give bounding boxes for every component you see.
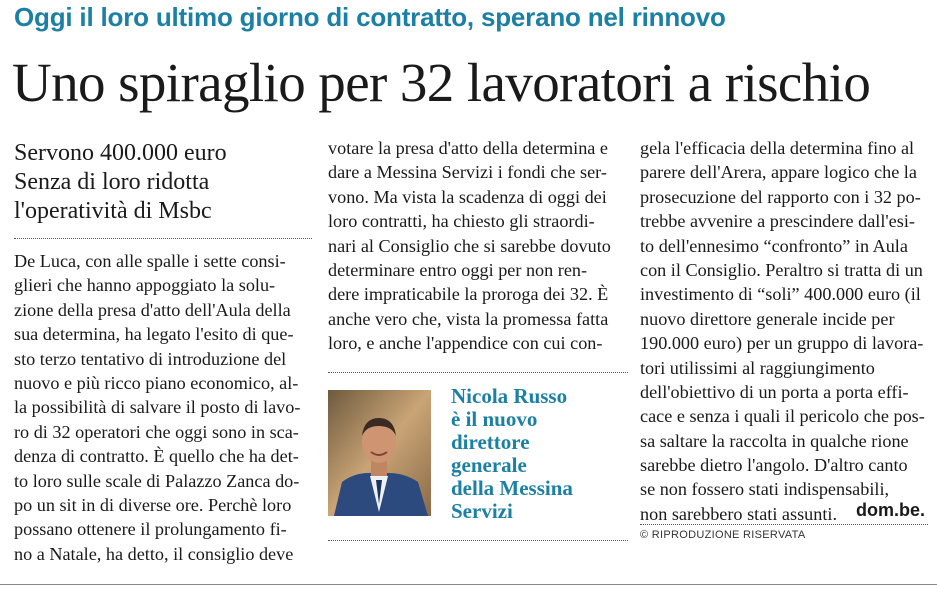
page-bottom-rule [0,584,937,585]
text-line: nari al Consiglio che si sarebbe dovuto [328,235,611,256]
text-line: glieri che hanno appoggiato la solu- [14,275,276,296]
text-line: cace e senza i quali il pericolo che pos- [640,406,925,427]
text-line: non sarebbero stati assunti. [640,503,837,524]
text-line: investimento di “soli” 400.000 euro (il [640,284,921,305]
text-line: denza di contratto. È quello che ha det- [14,446,299,467]
text-line: to dell'ennesimo “confronto” in Aula [640,235,908,256]
text-line: to loro sulle scale di Palazzo Zanca do- [14,470,300,491]
copyright-notice: © RIPRODUZIONE RISERVATA [640,529,806,541]
text-line: dere impraticabile la proroga dei 32. È [328,284,609,305]
portrait-illustration [328,390,431,516]
text-line: la possibilità di salvare il posto di lavo- [14,397,301,418]
text-line: prosecuzione del rapporto con i 32 po- [640,186,921,207]
caption-line: è il nuovo [451,407,538,431]
article-subhead [14,139,314,226]
signature-divider [640,524,928,525]
text-line: po un sit in di diverse ore. Perchè loro [14,494,292,515]
column-2 [328,136,628,356]
column-1 [14,249,314,566]
text-line: sto terzo tentativo di introduzione del [14,348,287,369]
portrait-photo [328,390,431,516]
caption-line: della Messina [451,476,573,500]
text-line: 190.000 euro) per un gruppo di lavora- [640,333,924,354]
photo-caption [451,385,626,523]
text-line: trebbe avvenire a prescindere dall'esi- [640,211,915,232]
subhead-line: Senza di loro ridotta [14,169,210,195]
text-line: sua determina, ha legato l'esito di que- [14,324,294,345]
subhead-line: l'operatività di Msbc [14,198,212,224]
text-line: zione della presa d'atto dell'Aula della [14,299,291,320]
text-line: no a Natale, ha detto, il consiglio deve [14,543,294,564]
caption-line: Nicola Russo [451,384,568,408]
text-line: nuovo direttore generale incide per [640,308,895,329]
text-line: possano ottenere il prolungamento fi- [14,519,287,540]
text-line: loro, e anche l'appendice con cui con- [328,333,603,354]
text-line: loro contratti, ha chiesto gli straordi- [328,211,595,232]
text-line: se non fossero stati indispensabili, [640,479,890,500]
photo-bottom-divider [328,540,628,541]
text-line: gela l'efficacia della determina fino al [640,138,915,158]
text-line: tori utilissimi al raggiungimento [640,357,875,378]
text-line: anche vero che, vista la promessa fatta [328,308,609,329]
text-line: ro di 32 operatori che oggi sono in sca- [14,421,299,442]
article-headline: Uno spiraglio per 32 lavoratori a rischio [12,52,871,113]
text-line: vono. Ma vista la scadenza di oggi dei [328,186,607,207]
caption-line: Servizi [451,499,513,523]
article-kicker: Oggi il loro ultimo giorno di contratto, sperano nel rinnovo [14,2,726,32]
text-line: sa saltare la raccolta in qualche rione [640,430,909,451]
column-3 [640,136,928,526]
text-line: De Luca, con alle spalle i sette consi- [14,251,286,271]
text-line: dare a Messina Servizi i fondi che ser- [328,162,607,183]
text-line: nuovo e più ricco piano economico, al- [14,372,299,393]
text-line: dell'obiettivo di un porta a porta effi- [640,381,909,402]
text-line: determinare entro oggi per non ren- [328,259,588,280]
photo-top-divider [328,372,628,373]
subhead-divider [14,238,312,239]
text-line: votare la presa d'atto della determina e [328,138,608,158]
subhead-line: Servono 400.000 euro [14,140,227,166]
text-line: con il Consiglio. Peraltro si tratta di un [640,259,923,280]
text-line: parere dell'Arera, appare logico che la [640,162,917,183]
text-line: sarebbe dietro l'angolo. D'altro canto [640,455,908,476]
author-signature: dom.be. [855,500,925,520]
caption-line: generale [451,453,527,477]
caption-line: direttore [451,430,530,454]
